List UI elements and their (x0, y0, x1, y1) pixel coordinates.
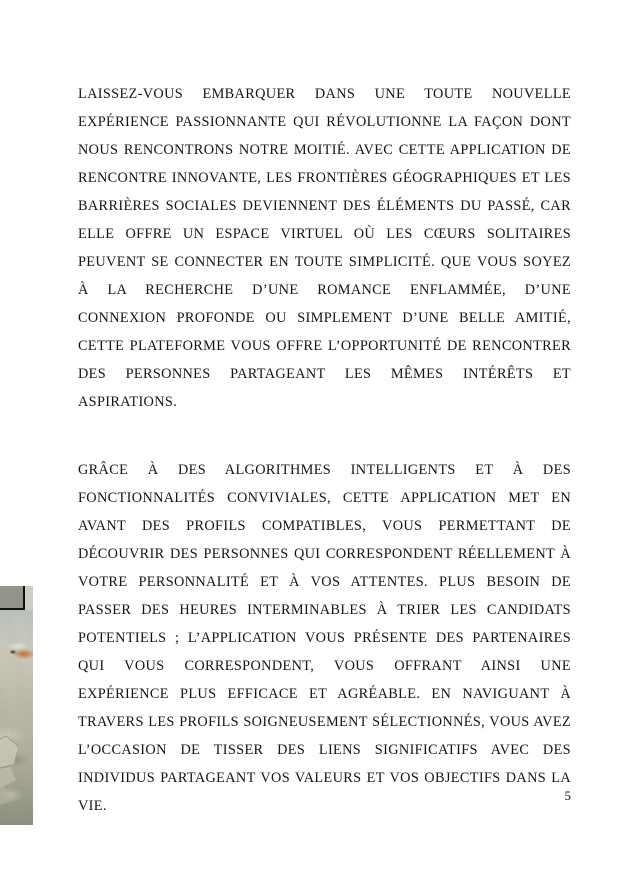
text-column (78, 80, 571, 820)
page-number: 5 (564, 788, 571, 803)
photo-gray-block (0, 586, 25, 610)
body-paragraph-1: LAISSEZ-VOUS EMBARQUER DANS UNE TOUTE NOUVELLE EXPÉRIENCE PASSIONNANTE QUI RÉVOLUTIONNE LA FAÇON DONT NOUS RENCONTRONS NOTRE MOITIÉ. AVEC CETTE APPLICATION DE RENCONTRE INNOVANTE, LES FRONTIÈRES GÉOGRAPHIQUES ET LES BARRIÈRES SOCIALES DEVIENNENT DES ÉLÉMENTS DU PASSÉ, CAR ELLE OFFRE UN ESPACE VIRTUEL OÙ LES CŒURS SOLITAIRES PEUVENT SE CONNECTER EN TOUTE SIMPLICITÉ. QUE VOUS SOYEZ À LA RECHERCHE D’UNE ROMANCE ENFLAMMÉE, D’UNE CONNEXION PROFONDE OU SIMPLEMENT D’UNE BELLE AMITIÉ, CETTE PLATEFORME VOUS OFFRE L’OPPORTUNITÉ DE RENCONTRER DES PERSONNES PARTAGEANT LES MÊMES INTÉRÊTS ET ASPIRATIONS. (78, 86, 571, 410)
body-paragraph-2: GRÂCE À DES ALGORITHMES INTELLIGENTS ET À DES FONCTIONNALITÉS CONVIVIALES, CETTE APPLICATION MET EN AVANT DES PROFILS COMPATIBLES, VOUS PERMETTANT DE DÉCOUVRIR DES PERSONNES QUI CORRESPONDENT RÉELLEMENT À VOTRE PERSONNALITÉ ET À VOS ATTENTES. PLUS BESOIN DE PASSER DES HEURES INTERMINABLES À TRIER LES CANDIDATS POTENTIELS ; L’APPLICATION VOUS PRÉSENTE DES PARTENAIRES QUI VOUS CORRESPONDENT, VOUS OFFRANT AINSI UNE EXPÉRIENCE PLUS EFFICACE ET AGRÉABLE. EN NAVIGUANT À TRAVERS LES PROFILS SOIGNEUSEMENT SÉLECTIONNÉS, VOUS AVEZ L’OCCASION DE TISSER DES LIENS SIGNIFICATIFS AVEC DES INDIVIDUS PARTAGEANT VOS VALEURS ET VOS OBJECTIFS DANS LA VIE. (78, 462, 571, 814)
